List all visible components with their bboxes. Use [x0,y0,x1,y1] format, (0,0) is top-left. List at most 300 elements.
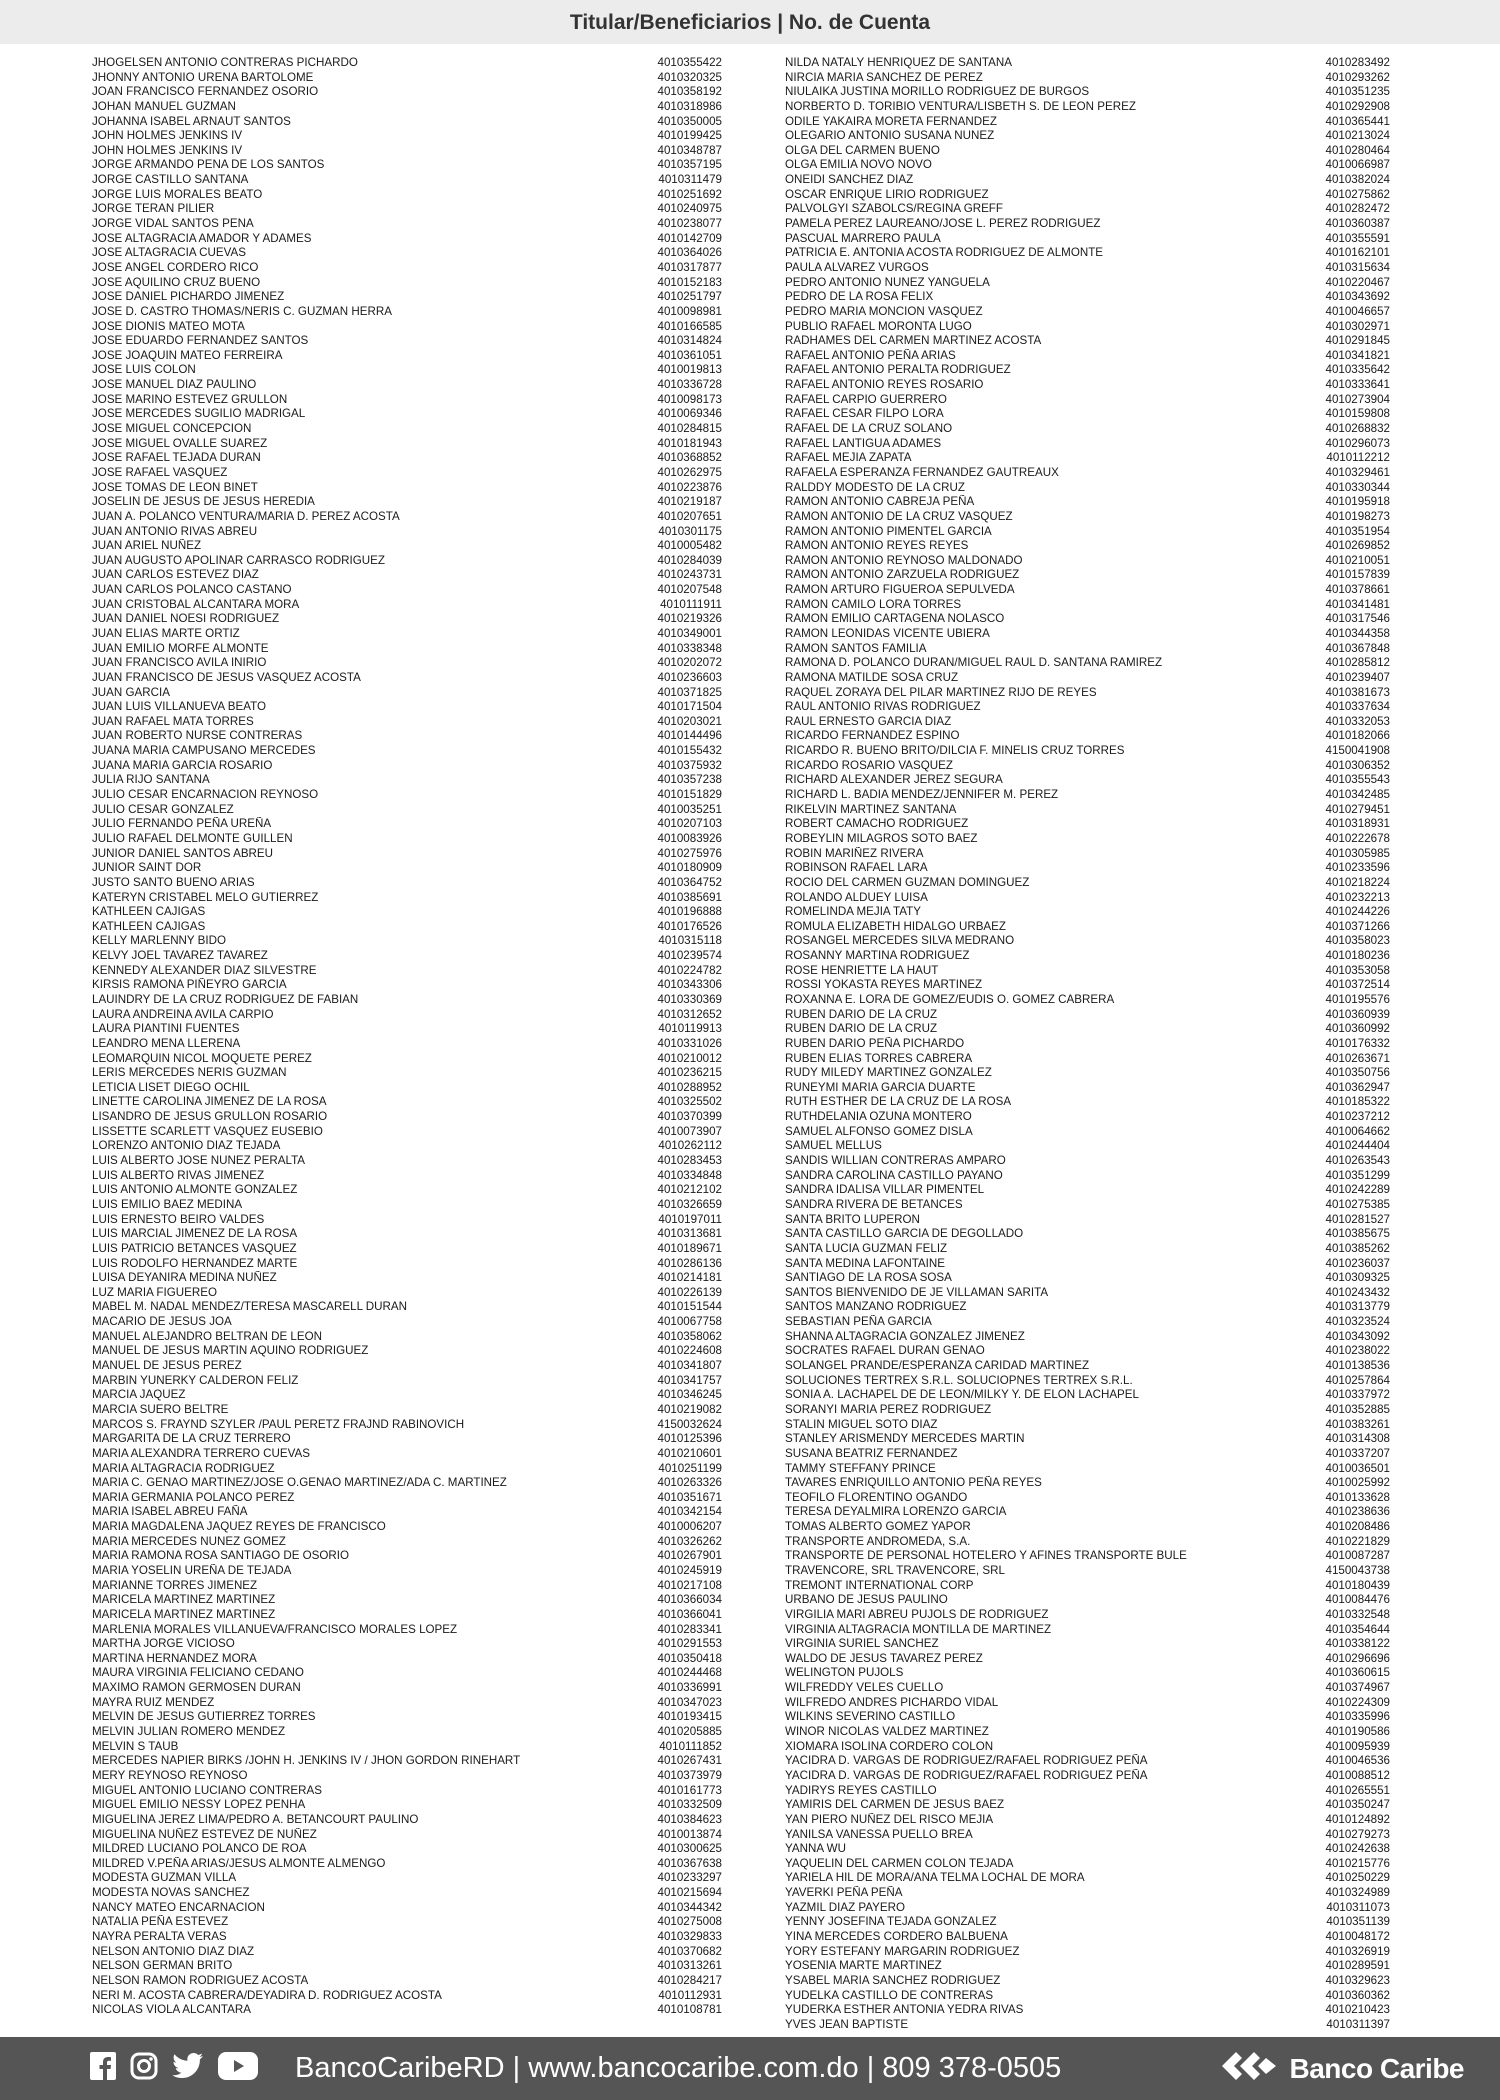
list-item [92,1681,722,1696]
account-number: 4010224608 [657,1344,722,1358]
beneficiary-name: JORGE LUIS MORALES BEATO [92,187,263,201]
account-number: 4010362947 [1325,1080,1390,1094]
account-number: 4010112931 [658,1988,722,2002]
beneficiary-name: RAMON EMILIO CARTAGENA NOLASCO [785,612,1005,626]
beneficiary-name: YADIRYS REYES CASTILLO [785,1783,937,1797]
account-number: 4010344358 [1325,626,1390,640]
account-number: 4010232213 [1325,890,1390,904]
account-number: 4010275385 [1325,1197,1390,1211]
beneficiary-name: NAYRA PERALTA VERAS [92,1930,227,1943]
beneficiary-name: SOCRATES RAFAEL DURAN GENAO [785,1344,985,1358]
list-item [92,1447,722,1462]
beneficiary-name: LINETTE CAROLINA JIMENEZ DE LA ROSA [92,1095,327,1109]
list-item [92,583,722,598]
list-item [92,1374,722,1389]
list-item [92,627,722,642]
beneficiary-name: JULIA RIJO SANTANA [92,773,210,787]
account-number: 4010064662 [1325,1124,1390,1138]
beneficiary-name: JORGE VIDAL SANTOS PENA [92,217,254,231]
beneficiary-name: JOSE LUIS COLON [92,363,196,377]
account-number: 4010238636 [1325,1505,1390,1519]
beneficiary-name: YUDERKA ESTHER ANTONIA YEDRA RIVAS [785,2003,1024,2017]
account-number: 4010098981 [657,304,722,318]
beneficiary-name: MIGUEL EMILIO NESSY LOPEZ PENHA [92,1798,306,1812]
account-number: 4010226139 [657,1285,722,1299]
list-item [92,378,722,393]
account-number: 4010267431 [657,1754,722,1768]
account-number: 4010161773 [657,1783,722,1797]
account-number: 4010066987 [1325,158,1390,172]
account-number: 4010341757 [657,1373,722,1387]
twitter-icon[interactable] [172,2052,204,2085]
footer-contact[interactable]: BancoCaribeRD | www.bancocaribe.com.do | 809 378-0505 [295,2052,1062,2084]
list-item [785,276,1390,291]
beneficiary-name: LUISA DEYANIRA MEDINA NUÑEZ [92,1271,277,1285]
list-item [92,1491,722,1506]
account-number: 4010263543 [1325,1154,1390,1168]
account-number: 4010180909 [657,861,722,875]
beneficiary-name: MABEL M. NADAL MENDEZ/TERESA MASCARELL DURAN [92,1300,408,1314]
beneficiary-name: SORANYI MARIA PEREZ RODRIGUEZ [785,1402,992,1416]
list-item [92,1842,722,1857]
beneficiary-name: JOSE TOMAS DE LEON BINET [92,480,258,494]
account-number: 4010286136 [657,1256,722,1270]
beneficiary-name: KELVY JOEL TAVAREZ TAVAREZ [92,949,268,963]
beneficiary-name: PEDRO MARIA MONCION VASQUEZ [785,304,983,318]
list-item [92,115,722,130]
account-number: 4010350005 [657,114,722,128]
beneficiary-name: LISSETTE SCARLETT VASQUEZ EUSEBIO [92,1124,323,1138]
beneficiary-name: JUAN GARCIA [92,685,170,699]
account-number: 4010195918 [1325,495,1390,509]
beneficiary-name: RAUL ANTONIO RIVAS RODRIGUEZ [785,700,981,714]
account-number: 4010305985 [1325,846,1390,860]
list-item [785,949,1390,964]
account-number: 4010360362 [1325,1988,1390,2002]
account-number: 4010338348 [657,641,722,655]
account-number: 4010268832 [1325,422,1390,436]
list-item [92,1095,722,1110]
account-number: 4010221829 [1325,1534,1390,1548]
beneficiary-name: JOHAN MANUEL GUZMAN [92,99,236,113]
list-item [785,85,1390,100]
account-number: 4010351235 [1325,85,1390,99]
beneficiary-name: RAFAEL ANTONIO REYES ROSARIO [785,378,984,392]
beneficiary-name: LEOMARQUIN NICOL MOQUETE PEREZ [92,1051,312,1065]
list-item [92,1564,722,1579]
beneficiary-name: JUAN FRANCISCO DE JESUS VASQUEZ ACOSTA [92,670,361,684]
list-item [785,349,1390,364]
account-number: 4150043738 [1325,1563,1390,1577]
list-item [92,1432,722,1447]
beneficiary-name: MAYRA RUIZ MENDEZ [92,1695,215,1709]
list-item [92,934,722,949]
list-item [92,1359,722,1374]
beneficiary-name: JORGE CASTILLO SANTANA [92,173,249,187]
list-item [785,1257,1390,1272]
list-item [92,1242,722,1257]
beneficiary-name: SANTIAGO DE LA ROSA SOSA [785,1271,952,1285]
beneficiary-name: ROCIO DEL CARMEN GUZMAN DOMINGUEZ [785,875,1030,889]
account-number: 4010326659 [657,1197,722,1211]
account-number: 4010111852 [659,1739,722,1753]
account-number: 4010317877 [657,260,722,274]
beneficiary-name: RAFAEL ANTONIO PERALTA RODRIGUEZ [785,363,1011,377]
list-item [785,1886,1390,1901]
list-item [92,129,722,144]
beneficiary-name: RAMON ANTONIO CABREJA PEÑA [785,495,975,509]
account-number: 4010239407 [1325,670,1390,684]
beneficiary-name: RICHARD ALEXANDER JEREZ SEGURA [785,773,1003,787]
list-item [92,1403,722,1418]
beneficiary-name: MARBIN YUNERKY CALDERON FELIZ [92,1373,299,1387]
account-number: 4010301175 [658,524,722,538]
beneficiary-name: MARIA ALEXANDRA TERRERO CUEVAS [92,1446,310,1460]
list-item [785,1227,1390,1242]
account-number: 4010218224 [1325,875,1390,889]
beneficiary-name: MANUEL DE JESUS PEREZ [92,1359,242,1373]
beneficiary-name: LUIS PATRICIO BETANCES VASQUEZ [92,1241,297,1255]
account-number: 4010306352 [1325,758,1390,772]
page-title: Titular/Beneficiarios | No. de Cuenta [569,11,931,34]
account-number: 4010193415 [657,1710,722,1724]
account-number: 4010384623 [657,1812,722,1826]
beneficiary-name: LAURA ANDREINA AVILA CARPIO [92,1007,274,1021]
beneficiary-name: JOSE ALTAGRACIA CUEVAS [92,246,246,260]
beneficiary-name: NATALIA PEÑA ESTEVEZ [92,1915,229,1929]
account-number: 4010263326 [657,1476,722,1490]
account-number: 4010251692 [657,187,722,201]
beneficiary-name: MODESTA GUZMAN VILLA [92,1871,237,1885]
account-number: 4010239574 [657,949,722,963]
list-item [92,188,722,203]
list-item [785,466,1390,481]
beneficiary-name: MODESTA NOVAS SANCHEZ [92,1886,250,1900]
account-number: 4010035251 [657,802,722,816]
beneficiary-name: JULIO CESAR ENCARNACION REYNOSO [92,788,319,802]
list-item [92,320,722,335]
account-number: 4010337634 [1325,700,1390,714]
list-item [92,656,722,671]
list-item [92,2003,722,2018]
account-number: 4010244468 [657,1666,722,1680]
beneficiary-name: ROSSI YOKASTA REYES MARTINEZ [785,978,983,992]
beneficiary-name: SUSANA BEATRIZ FERNANDEZ [785,1446,958,1460]
beneficiary-name: RAFAEL CARPIO GUERRERO [785,392,947,406]
beneficiary-name: PASCUAL MARRERO PAULA [785,231,941,245]
beneficiary-list-left [92,56,722,2018]
beneficiary-name: MACARIO DE JESUS JOA [92,1315,232,1329]
account-number: 4010302971 [1325,319,1390,333]
list-item [785,1535,1390,1550]
beneficiary-name: RICARDO FERNANDEZ ESPINO [785,729,960,743]
facebook-icon[interactable] [90,2052,116,2085]
list-item [92,1462,722,1477]
beneficiary-name: YOSENIA MARTE MARTINEZ [785,1959,942,1973]
account-number: 4010343092 [1325,1329,1390,1343]
beneficiary-name: MARIA YOSELIN UREÑA DE TEJADA [92,1563,292,1577]
beneficiary-name: JUAN CARLOS ESTEVEZ DIAZ [92,568,259,582]
list-item [92,759,722,774]
beneficiary-name: JORGE TERAN PILIER [92,202,215,216]
list-item [785,1608,1390,1623]
list-item [92,1901,722,1916]
account-number: 4010280464 [1325,143,1390,157]
account-number: 4010111911 [660,597,722,611]
beneficiary-name: LUIS MARCIAL JIMENEZ DE LA ROSA [92,1227,298,1241]
list-item [785,1300,1390,1315]
account-number: 4010005482 [657,539,722,553]
beneficiary-name: LISANDRO DE JESUS GRULLON ROSARIO [92,1110,328,1124]
list-item [785,1125,1390,1140]
account-number: 4010293262 [1325,70,1390,84]
account-number: 4010238022 [1325,1344,1390,1358]
account-number: 4010355591 [1325,231,1390,245]
list-item [785,1842,1390,1857]
account-number: 4010219187 [657,495,722,509]
beneficiary-name: JOSE DANIEL PICHARDO JIMENEZ [92,290,285,304]
list-item [785,817,1390,832]
beneficiary-name: JHONNY ANTONIO URENA BARTOLOME [92,70,314,84]
list-item [785,1696,1390,1711]
beneficiary-name: JUAN ARIEL NUÑEZ [92,539,202,553]
beneficiary-name: ROMULA ELIZABETH HIDALGO URBAEZ [785,919,1006,933]
account-number: 4010265551 [1325,1783,1390,1797]
beneficiary-name: RAMON LEONIDAS VICENTE UBIERA [785,626,990,640]
account-number: 4010159808 [1325,407,1390,421]
list-item [92,1008,722,1023]
beneficiary-name: RAUL ERNESTO GARCIA DIAZ [785,714,952,728]
account-number: 4010343692 [1325,290,1390,304]
account-number: 4010325502 [657,1095,722,1109]
list-item [92,1476,722,1491]
beneficiary-name: SANTOS BIENVENIDO DE JE VILLAMAN SARITA [785,1285,1049,1299]
beneficiary-name: MARIA ALTAGRACIA RODRIGUEZ [92,1461,275,1475]
list-item [785,686,1390,701]
list-item [785,407,1390,422]
account-number: 4010341821 [1325,348,1390,362]
account-number: 4010083926 [657,831,722,845]
beneficiary-name: RAMON ANTONIO DE LA CRUZ VASQUEZ [785,509,1013,523]
account-number: 4010219082 [657,1402,722,1416]
list-item [92,1974,722,1989]
beneficiary-name: RUBEN ELIAS TORRES CABRERA [785,1051,973,1065]
list-item [92,1798,722,1813]
beneficiary-name: SOLANGEL PRANDE/ESPERANZA CARIDAD MARTINEZ [785,1359,1090,1373]
account-number: 4010275008 [657,1915,722,1929]
list-item [785,1432,1390,1447]
account-number: 4010296696 [1325,1651,1390,1665]
account-number: 4010350247 [1325,1798,1390,1812]
beneficiary-name: TRANSPORTE DE PERSONAL HOTELERO Y AFINES TRANSPORTE BULE [785,1549,1187,1563]
beneficiary-name: ROBIN MARIÑEZ RIVERA [785,846,924,860]
account-number: 4010358023 [1325,934,1390,948]
beneficiary-name: JOHANNA ISABEL ARNAUT SANTOS [92,114,291,128]
list-item [785,217,1390,232]
account-number: 4010181943 [657,436,722,450]
list-item [785,1374,1390,1389]
list-item [785,1476,1390,1491]
beneficiary-name: RAMONA MATILDE SOSA CRUZ [785,670,959,684]
beneficiary-name: NELSON ANTONIO DIAZ DIAZ [92,1944,255,1958]
list-item [92,1418,722,1433]
account-number: 4010222678 [1325,831,1390,845]
account-number: 4010279273 [1325,1827,1390,1841]
account-number: 4010180439 [1325,1578,1390,1592]
beneficiary-name: WILFREDO ANDRES PICHARDO VIDAL [785,1695,999,1709]
beneficiary-name: OLGA EMILIA NOVO NOVO [785,158,932,172]
account-number: 4010331026 [657,1036,722,1050]
list-item [785,1052,1390,1067]
account-number: 4010330369 [657,993,722,1006]
account-number: 4010372514 [1325,978,1390,992]
beneficiary-name: YENNY JOSEFINA TEJADA GONZALEZ [785,1915,997,1929]
list-item [785,1183,1390,1198]
beneficiary-name: MILDRED LUCIANO POLANCO DE ROA [92,1842,307,1856]
list-item [92,173,722,188]
beneficiary-name: SANDRA IDALISA VILLAR PIMENTEL [785,1183,985,1197]
list-item [92,1535,722,1550]
account-number: 4010313261 [657,1959,722,1973]
beneficiary-name: RUNEYMI MARIA GARCIA DUARTE [785,1080,976,1094]
account-number: 4010273904 [1325,392,1390,406]
list-item [92,1813,722,1828]
beneficiary-name: TAMMY STEFFANY PRINCE [785,1461,936,1475]
list-item [92,1740,722,1755]
beneficiary-name: JOSE AQUILINO CRUZ BUENO [92,275,261,289]
list-item [785,1579,1390,1594]
account-number: 4010354644 [1325,1622,1390,1636]
beneficiary-name: YAZMIL DIAZ PAYERO [785,1900,906,1914]
beneficiary-name: KENNEDY ALEXANDER DIAZ SILVESTRE [92,963,317,977]
list-item [785,1901,1390,1916]
account-number: 4010195576 [1325,993,1390,1006]
list-item [92,525,722,540]
beneficiary-name: MARIA C. GENAO MARTINEZ/JOSE O.GENAO MARTINEZ/ADA C. MARTINEZ [92,1476,507,1490]
beneficiary-name: TAVARES ENRIQUILLO ANTONIO PEÑA REYES [785,1476,1042,1490]
beneficiary-name: ROBEYLIN MILAGROS SOTO BAEZ [785,831,978,845]
account-number: 4010288952 [657,1080,722,1094]
list-item [785,422,1390,437]
list-item [785,1710,1390,1725]
list-item [785,1784,1390,1799]
account-number: 4010244226 [1325,905,1390,919]
beneficiary-name: NELSON GERMAN BRITO [92,1959,233,1973]
account-number: 4010337207 [1325,1446,1390,1460]
account-number: 4010087287 [1325,1549,1390,1563]
list-item [785,1139,1390,1154]
beneficiary-name: PEDRO DE LA ROSA FELIX [785,290,934,304]
beneficiary-name: MARLENIA MORALES VILLANUEVA/FRANCISCO MORALES LOPEZ [92,1622,458,1636]
account-number: 4010162101 [1325,246,1390,260]
beneficiary-name: NIULAIKA JUSTINA MORILLO RODRIGUEZ DE BURGOS [785,85,1090,99]
account-number: 4010189671 [657,1241,722,1255]
account-number: 4010361051 [657,348,722,362]
account-number: 4010036501 [1325,1461,1390,1475]
account-number: 4010198273 [1325,509,1390,523]
beneficiary-name: PEDRO ANTONIO NUNEZ YANGUELA [785,275,990,289]
instagram-icon[interactable] [130,2052,158,2085]
brand-name: Banco Caribe [1289,2052,1464,2084]
beneficiary-name: YACIDRA D. VARGAS DE RODRIGUEZ/RAFAEL RODRIGUEZ PEÑA [785,1768,1148,1782]
account-number: 4010313779 [1325,1300,1390,1314]
list-item [785,451,1390,466]
list-item [785,144,1390,159]
social-links [90,2053,258,2083]
list-item [785,202,1390,217]
account-number: 4010207548 [657,583,722,597]
beneficiary-name: RAMON SANTOS FAMILIA [785,641,927,655]
list-item [92,393,722,408]
list-item [785,993,1390,1008]
account-number: 4010378661 [1325,583,1390,597]
account-number: 4010374967 [1325,1681,1390,1695]
list-item [785,1813,1390,1828]
account-number: 4010318931 [1325,817,1390,831]
list-item [785,978,1390,993]
account-number: 4010212102 [657,1183,722,1197]
beneficiary-name: ONEIDI SANCHEZ DIAZ [785,173,914,187]
list-item [92,1579,722,1594]
account-number: 4010224782 [657,963,722,977]
account-number: 4010190586 [1325,1725,1390,1739]
beneficiary-name: MARTINA HERNANDEZ MORA [92,1651,257,1665]
beneficiary-name: MAURA VIRGINIA FELICIANO CEDANO [92,1666,304,1680]
beneficiary-name: TERESA DEYALMIRA LORENZO GARCIA [785,1505,1007,1519]
beneficiary-name: MARCIA SUERO BELTRE [92,1402,229,1416]
list-item [92,1198,722,1213]
list-item [92,949,722,964]
account-number: 4010262112 [658,1139,722,1153]
list-item [92,598,722,613]
list-item [92,905,722,920]
beneficiary-name: LUIS RODOLFO HERNANDEZ MARTE [92,1256,298,1270]
account-number: 4010352885 [1325,1402,1390,1416]
account-number: 4010013874 [657,1827,722,1841]
account-number: 4010207651 [657,509,722,523]
list-item [785,847,1390,862]
beneficiary-name: MARIA RAMONA ROSA SANTIAGO DE OSORIO [92,1549,350,1563]
account-number: 4010210051 [1325,553,1390,567]
youtube-icon[interactable] [218,2052,258,2085]
list-item [92,246,722,261]
account-number: 4010284815 [657,422,722,436]
list-item [785,1110,1390,1125]
list-item [785,876,1390,891]
beneficiary-name: JUAN LUIS VILLANUEVA BEATO [92,700,266,714]
account-number: 4010242638 [1325,1842,1390,1856]
list-item [92,1139,722,1154]
account-number: 4010332509 [657,1798,722,1812]
beneficiary-name: JULIO RAFAEL DELMONTE GUILLEN [92,831,293,845]
list-item [785,1593,1390,1608]
beneficiary-name: JOSE MARINO ESTEVEZ GRULLON [92,392,288,406]
account-number: 4010346245 [657,1388,722,1402]
account-number: 4010208486 [1325,1520,1390,1534]
account-number: 4010358192 [657,85,722,99]
list-item [785,861,1390,876]
account-number: 4010334848 [657,1168,722,1182]
beneficiary-name: SANDRA RIVERA DE BETANCES [785,1197,963,1211]
beneficiary-name: RICHARD L. BADIA MENDEZ/JENNIFER M. PEREZ [785,788,1059,802]
beneficiary-name: MILDRED V.PEÑA ARIAS/JESUS ALMONTE ALMENGO [92,1856,386,1870]
account-number: 4010360939 [1325,1007,1390,1021]
account-number: 4010019813 [657,363,722,377]
list-item [785,1505,1390,1520]
account-number: 4010326919 [1325,1944,1390,1958]
list-item [785,612,1390,627]
beneficiary-name: YORY ESTEFANY MARGARIN RODRIGUEZ [785,1944,1020,1958]
